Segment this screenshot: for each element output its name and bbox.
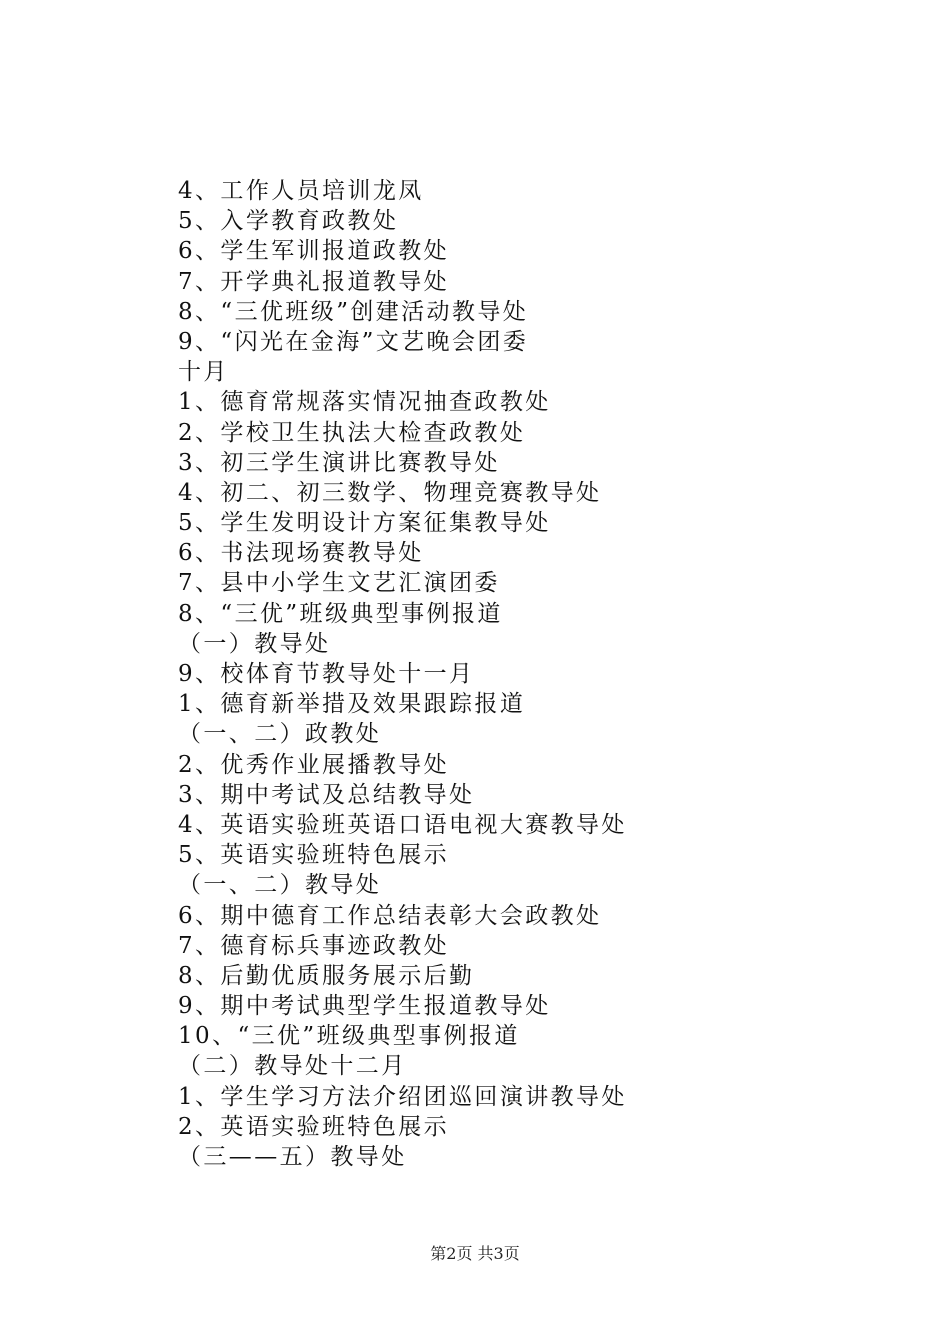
text-line: （二）教导处十二月 xyxy=(178,1053,407,1080)
text-line: 2、优秀作业展播教导处 xyxy=(178,751,450,778)
text-line: 2、英语实验班特色展示 xyxy=(178,1113,450,1140)
text-line: 1、学生学习方法介绍团巡回演讲教导处 xyxy=(178,1083,627,1110)
text-line: （一、二）政教处 xyxy=(178,721,382,748)
text-line: 9、期中考试典型学生报道教导处 xyxy=(178,993,551,1020)
text-line: 6、书法现场赛教导处 xyxy=(178,540,424,567)
text-line: 9、“闪光在金海”文艺晚会团委 xyxy=(178,328,529,355)
text-line: 8、“三优班级”创建活动教导处 xyxy=(178,298,529,325)
text-line: 1、德育新举措及效果跟踪报道 xyxy=(178,691,526,718)
document-body xyxy=(178,176,878,1172)
text-line: 5、学生发明设计方案征集教导处 xyxy=(178,510,551,537)
text-line: （三——五）教导处 xyxy=(178,1144,407,1170)
text-line: 6、期中德育工作总结表彰大会政教处 xyxy=(178,902,602,929)
text-line: 7、开学典礼报道教导处 xyxy=(178,268,450,295)
text-line: 4、工作人员培训龙凤 xyxy=(178,178,424,204)
text-line: 3、初三学生演讲比赛教导处 xyxy=(178,449,500,476)
text-line: 2、学校卫生执法大检查政教处 xyxy=(178,419,526,446)
text-line: 7、德育标兵事迹政教处 xyxy=(178,932,450,959)
text-line: 5、入学教育政教处 xyxy=(178,208,399,235)
text-line: 4、初二、初三数学、物理竞赛教导处 xyxy=(178,479,602,506)
text-line: 9、校体育节教导处十一月 xyxy=(178,661,475,687)
text-line: 8、“三优”班级典型事例报道 xyxy=(178,600,503,627)
text-line: 6、学生军训报道政教处 xyxy=(178,238,450,265)
text-line: 10、“三优”班级典型事例报道 xyxy=(178,1023,520,1050)
text-line: （一）教导处 xyxy=(178,630,331,657)
text-line: 4、英语实验班英语口语电视大赛教导处 xyxy=(178,811,627,838)
text-line: 3、期中考试及总结教导处 xyxy=(178,781,475,808)
text-line: 7、县中小学生文艺汇演团委 xyxy=(178,570,500,597)
text-line: 8、后勤优质服务展示后勤 xyxy=(178,962,475,989)
text-line: 5、英语实验班特色展示 xyxy=(178,842,450,869)
text-line: （一、二）教导处 xyxy=(178,872,382,899)
text-line: 1、德育常规落实情况抽查政教处 xyxy=(178,389,551,416)
month-heading: 十月 xyxy=(178,359,229,386)
page-number-footer: 第2页 共3页 xyxy=(430,1244,520,1263)
